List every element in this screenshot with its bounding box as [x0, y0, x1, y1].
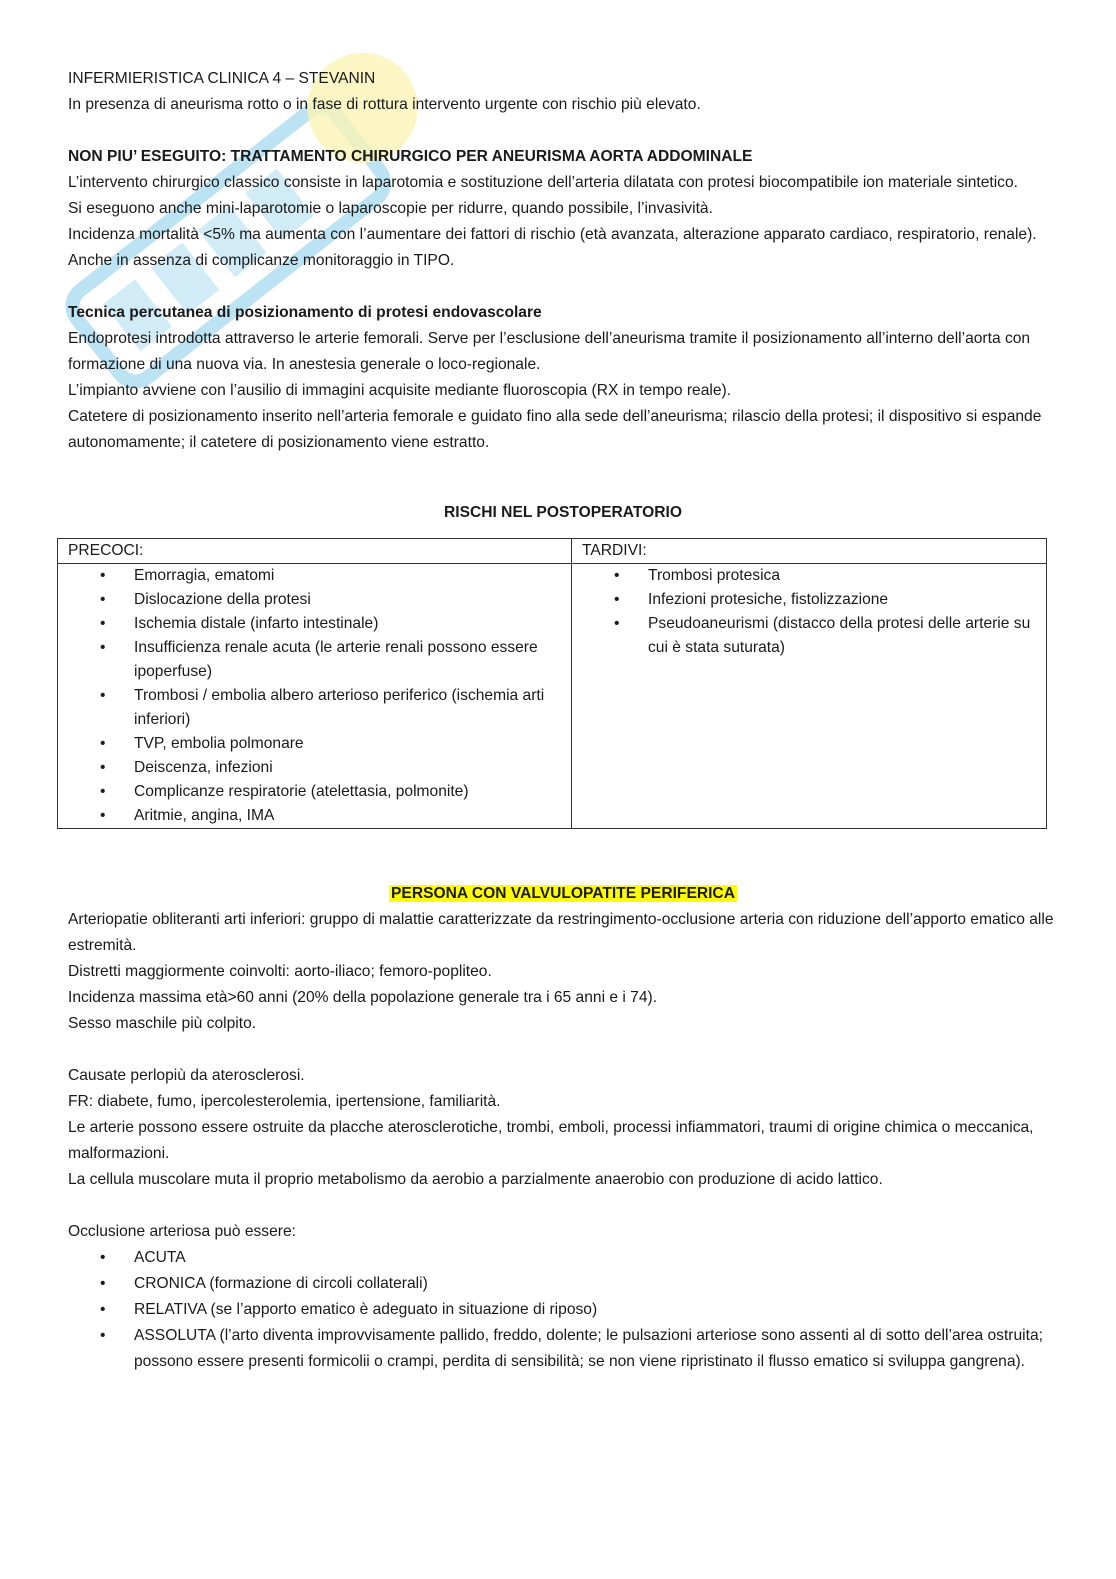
list-item: • Insufficienza renale acuta (le arterie renali possono essere ipoperfuse) — [134, 636, 561, 684]
section-heading-valvulopathy — [68, 881, 1058, 907]
risks-title: RISCHI NEL POSTOPERATORIO — [444, 504, 682, 521]
list-item: • Emorragia, ematomi — [134, 564, 561, 588]
early-risks-list — [68, 564, 561, 828]
paragraph: Sesso maschile più colpito. — [68, 1015, 257, 1032]
document-title: INFERMIERISTICA CLINICA 4 – STEVANIN — [68, 70, 376, 87]
paragraph: Causate perlopiù da aterosclerosi. — [68, 1067, 305, 1084]
paragraph: Endoprotesi introdotta attraverso le arterie femorali. Serve per l’esclusione dell’aneurisma tramite il posizionamento all’interno dell’aorta con formazione di una nuova via. In anestesia generale o loco-regionale. — [68, 330, 1031, 373]
paragraph: FR: diabete, fumo, ipercolesterolemia, ipertensione, familiarità. — [68, 1093, 501, 1110]
list-item: • TVP, embolia polmonare — [134, 732, 561, 756]
paragraph: L’impianto avviene con l’ausilio di immagini acquisite mediante fluoroscopia (RX in tempo reale). — [68, 382, 732, 399]
risks-table — [57, 538, 1047, 829]
late-risks-cell — [572, 564, 1047, 829]
early-risks-cell — [58, 564, 572, 829]
list-item: • CRONICA (formazione di circoli collaterali) — [134, 1271, 1058, 1297]
list-item: • Infezioni protesiche, fistolizzazione — [648, 588, 1036, 612]
paragraph: Si eseguono anche mini-laparotomie o laparoscopie per ridurre, quando possibile, l’invasività. — [68, 200, 713, 217]
list-item: • Aritmie, angina, IMA — [134, 804, 561, 828]
list-item: • Pseudoaneurismi (distacco della protesi delle arterie su cui è stata suturata) — [648, 612, 1036, 660]
section-heading-surgery: NON PIU’ ESEGUITO: TRATTAMENTO CHIRURGICO PER ANEURISMA AORTA ADDOMINALE — [68, 148, 753, 165]
section-heading-endovascular: Tecnica percutanea di posizionamento di protesi endovascolare — [68, 304, 542, 321]
list-item: • ACUTA — [134, 1245, 1058, 1271]
paragraph: Incidenza mortalità <5% ma aumenta con l’aumentare dei fattori di rischio (età avanzata, alterazione apparato cardiaco, respiratorio, renale). — [68, 226, 1037, 243]
column-header-early: PRECOCI: — [58, 539, 572, 564]
occlusion-types-list — [68, 1245, 1058, 1375]
list-item: • Trombosi protesica — [648, 564, 1036, 588]
list-item: • Complicanze respiratorie (atelettasia, polmonite) — [134, 780, 561, 804]
intro-paragraph: In presenza di aneurisma rotto o in fase di rottura intervento urgente con rischio più elevato. — [68, 96, 701, 113]
paragraph: Occlusione arteriosa può essere: — [68, 1223, 296, 1240]
paragraph: La cellula muscolare muta il proprio metabolismo da aerobio a parzialmente anaerobio con produzione di acido lattico. — [68, 1171, 883, 1188]
paragraph: Arteriopatie obliteranti arti inferiori: gruppo di malattie caratterizzate da restringimento-occlusione arteria con riduzione dell’apporto ematico alle estremità. — [68, 911, 1054, 954]
paragraph: Le arterie possono essere ostruite da placche aterosclerotiche, trombi, emboli, processi infiammatori, traumi di origine chimica o meccanica, malformazioni. — [68, 1119, 1034, 1162]
document-page — [68, 66, 1058, 1375]
paragraph: Anche in assenza di complicanze monitoraggio in TIPO. — [68, 252, 455, 269]
list-item: • ASSOLUTA (l’arto diventa improvvisamente pallido, freddo, dolente; le pulsazioni arteriose sono assenti al di sotto dell’area ostruita; possono essere presenti formicolii o crampi, perdita di sensibilità; se non viene ripristinato il flusso ematico si sviluppa gangrena). — [134, 1323, 1058, 1375]
list-item: • RELATIVA (se l’apporto ematico è adeguato in situazione di riposo) — [134, 1297, 1058, 1323]
paragraph: Catetere di posizionamento inserito nell’arteria femorale e guidato fino alla sede dell’aneurisma; rilascio della protesi; il dispositivo si espande autonomamente; il catetere di posizionamento viene estratto. — [68, 408, 1042, 451]
highlighted-heading: PERSONA CON VALVULOPATITE PERIFERICA — [391, 885, 735, 902]
list-item: • Trombosi / embolia albero arterioso periferico (ischemia arti inferiori) — [134, 684, 561, 732]
column-header-late: TARDIVI: — [572, 539, 1047, 564]
paragraph: Distretti maggiormente coinvolti: aorto-iliaco; femoro-popliteo. — [68, 963, 492, 980]
list-item: • Dislocazione della protesi — [134, 588, 561, 612]
list-item: • Ischemia distale (infarto intestinale) — [134, 612, 561, 636]
late-risks-list — [582, 564, 1036, 660]
list-item: • Deiscenza, infezioni — [134, 756, 561, 780]
paragraph: L’intervento chirurgico classico consiste in laparotomia e sostituzione dell’arteria dilatata con protesi biocompatibile ion materiale sintetico. — [68, 174, 1018, 191]
paragraph: Incidenza massima età>60 anni (20% della popolazione generale tra i 65 anni e i 74). — [68, 989, 658, 1006]
